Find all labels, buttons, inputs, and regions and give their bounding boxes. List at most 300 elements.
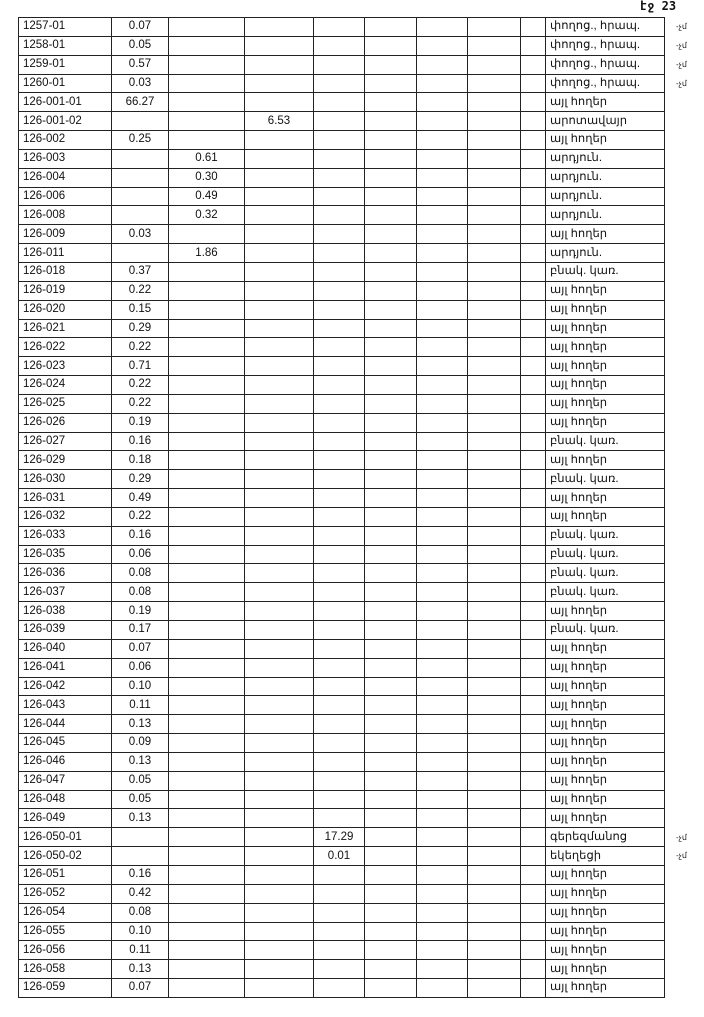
land-parcel-table — [18, 17, 665, 998]
area-cell — [417, 432, 468, 451]
area-cell — [417, 93, 468, 112]
land-type-cell: արդյուն. — [546, 244, 665, 263]
area-cell: 0.05 — [112, 790, 169, 809]
area-cell — [314, 149, 365, 168]
table-row — [19, 131, 665, 150]
empty-cell — [521, 545, 546, 564]
area-cell — [169, 300, 245, 319]
area-cell — [468, 470, 521, 489]
area-cell — [169, 677, 245, 696]
area-cell — [314, 771, 365, 790]
area-cell — [314, 93, 365, 112]
area-cell — [314, 639, 365, 658]
area-cell — [314, 960, 365, 979]
area-cell — [169, 338, 245, 357]
empty-cell — [521, 112, 546, 131]
area-cell — [365, 564, 417, 583]
area-cell — [365, 93, 417, 112]
area-cell — [468, 112, 521, 131]
area-cell — [468, 790, 521, 809]
empty-cell — [521, 18, 546, 37]
table-row — [19, 149, 665, 168]
area-cell — [417, 564, 468, 583]
area-cell — [169, 131, 245, 150]
table-row — [19, 941, 665, 960]
area-cell — [314, 922, 365, 941]
table-row — [19, 545, 665, 564]
area-cell — [169, 847, 245, 866]
area-cell — [245, 639, 314, 658]
area-cell — [365, 413, 417, 432]
area-cell — [365, 357, 417, 376]
area-cell — [365, 526, 417, 545]
area-cell — [417, 206, 468, 225]
empty-cell — [521, 338, 546, 357]
area-cell: 6.53 — [245, 112, 314, 131]
table-row — [19, 394, 665, 413]
area-cell — [314, 451, 365, 470]
table-row — [19, 432, 665, 451]
parcel-id-cell: 126-001-01 — [19, 93, 112, 112]
area-cell — [468, 865, 521, 884]
area-cell: 0.05 — [112, 36, 169, 55]
table-row — [19, 112, 665, 131]
land-type-cell: այլ հողեր — [546, 677, 665, 696]
area-cell — [169, 809, 245, 828]
table-row — [19, 771, 665, 790]
area-cell — [365, 55, 417, 74]
area-cell — [169, 752, 245, 771]
table-row — [19, 93, 665, 112]
empty-cell — [521, 809, 546, 828]
area-cell — [169, 36, 245, 55]
area-cell — [417, 639, 468, 658]
table-row — [19, 55, 665, 74]
area-cell — [468, 206, 521, 225]
parcel-id-cell: 126-044 — [19, 715, 112, 734]
area-cell — [314, 903, 365, 922]
table-row — [19, 809, 665, 828]
area-cell — [169, 941, 245, 960]
area-cell: 0.13 — [112, 715, 169, 734]
area-cell — [365, 979, 417, 998]
land-type-cell: այլ հողեր — [546, 93, 665, 112]
empty-cell — [521, 168, 546, 187]
area-cell — [245, 602, 314, 621]
parcel-id-cell: 126-022 — [19, 338, 112, 357]
area-cell — [365, 206, 417, 225]
area-cell — [245, 413, 314, 432]
area-cell — [245, 319, 314, 338]
area-cell: 0.10 — [112, 922, 169, 941]
area-cell — [245, 847, 314, 866]
parcel-id-cell: 126-052 — [19, 884, 112, 903]
land-type-cell: բնակ. կառ. — [546, 564, 665, 583]
area-cell — [365, 790, 417, 809]
area-cell — [417, 36, 468, 55]
area-cell — [314, 262, 365, 281]
area-cell — [468, 187, 521, 206]
area-cell — [245, 187, 314, 206]
area-cell — [314, 225, 365, 244]
area-cell: 0.22 — [112, 376, 169, 395]
area-cell — [365, 300, 417, 319]
area-cell — [314, 583, 365, 602]
empty-cell — [521, 93, 546, 112]
area-cell: 0.18 — [112, 451, 169, 470]
empty-cell — [521, 658, 546, 677]
area-cell — [365, 602, 417, 621]
table-row — [19, 507, 665, 526]
land-type-cell: այլ հողեր — [546, 131, 665, 150]
area-cell: 0.03 — [112, 225, 169, 244]
empty-cell — [521, 903, 546, 922]
area-cell — [169, 828, 245, 847]
area-cell — [365, 677, 417, 696]
table-row — [19, 922, 665, 941]
land-type-cell: այլ հողեր — [546, 338, 665, 357]
area-cell — [169, 376, 245, 395]
area-cell — [245, 734, 314, 753]
empty-cell — [521, 489, 546, 508]
area-cell — [365, 941, 417, 960]
parcel-id-cell: 126-026 — [19, 413, 112, 432]
area-cell — [169, 470, 245, 489]
area-cell — [314, 394, 365, 413]
area-cell — [245, 131, 314, 150]
empty-cell — [521, 922, 546, 941]
table-row — [19, 903, 665, 922]
area-cell: 0.71 — [112, 357, 169, 376]
area-cell — [468, 752, 521, 771]
area-cell — [314, 602, 365, 621]
area-cell: 0.13 — [112, 809, 169, 828]
land-type-cell: այլ հողեր — [546, 451, 665, 470]
area-cell — [169, 790, 245, 809]
table-row — [19, 828, 665, 847]
area-cell — [468, 847, 521, 866]
empty-cell — [521, 639, 546, 658]
area-cell — [245, 960, 314, 979]
parcel-id-cell: 126-043 — [19, 696, 112, 715]
land-type-cell: փողոց., հրապ. — [546, 55, 665, 74]
area-cell — [245, 696, 314, 715]
area-cell — [417, 244, 468, 263]
area-cell — [468, 903, 521, 922]
table-row — [19, 225, 665, 244]
area-cell — [417, 18, 468, 37]
parcel-id-cell: 126-050-01 — [19, 828, 112, 847]
empty-cell — [521, 677, 546, 696]
area-cell — [365, 847, 417, 866]
area-cell: 0.57 — [112, 55, 169, 74]
empty-cell — [521, 432, 546, 451]
parcel-id-cell: 126-056 — [19, 941, 112, 960]
area-cell: 0.05 — [112, 771, 169, 790]
land-type-cell: այլ հողեր — [546, 507, 665, 526]
empty-cell — [521, 752, 546, 771]
area-cell — [417, 225, 468, 244]
area-cell — [468, 677, 521, 696]
land-type-cell: այլ հողեր — [546, 413, 665, 432]
land-type-cell: այլ հողեր — [546, 809, 665, 828]
area-cell — [314, 526, 365, 545]
area-cell — [169, 884, 245, 903]
area-cell — [314, 168, 365, 187]
area-cell — [314, 187, 365, 206]
land-type-cell: բնակ. կառ. — [546, 621, 665, 640]
area-cell — [169, 583, 245, 602]
area-cell — [417, 319, 468, 338]
area-cell: 0.16 — [112, 432, 169, 451]
area-cell — [365, 451, 417, 470]
area-cell — [365, 489, 417, 508]
area-cell — [169, 696, 245, 715]
area-cell — [417, 470, 468, 489]
table-row — [19, 621, 665, 640]
area-cell — [417, 338, 468, 357]
land-type-cell: այլ հողեր — [546, 941, 665, 960]
area-cell: 0.22 — [112, 281, 169, 300]
area-cell — [245, 225, 314, 244]
table-row — [19, 319, 665, 338]
land-type-cell: գերեզմանոց — [546, 828, 665, 847]
table-row — [19, 18, 665, 37]
area-cell — [468, 564, 521, 583]
parcel-id-cell: 126-018 — [19, 262, 112, 281]
area-cell — [314, 621, 365, 640]
area-cell — [468, 244, 521, 263]
land-type-cell: այլ հողեր — [546, 884, 665, 903]
land-type-cell: այլ հողեր — [546, 922, 665, 941]
parcel-id-cell: 126-058 — [19, 960, 112, 979]
margin-note: -չմ — [676, 22, 687, 31]
area-cell — [169, 55, 245, 74]
area-cell: 0.32 — [169, 206, 245, 225]
area-cell — [417, 658, 468, 677]
area-cell: 0.09 — [112, 734, 169, 753]
area-cell — [245, 677, 314, 696]
land-type-cell: այլ հողեր — [546, 865, 665, 884]
table-row — [19, 187, 665, 206]
area-cell — [245, 790, 314, 809]
area-cell: 0.22 — [112, 338, 169, 357]
parcel-id-cell: 126-029 — [19, 451, 112, 470]
area-cell — [468, 960, 521, 979]
area-cell — [468, 131, 521, 150]
parcel-id-cell: 126-006 — [19, 187, 112, 206]
empty-cell — [521, 187, 546, 206]
area-cell — [169, 74, 245, 93]
area-cell: 0.07 — [112, 18, 169, 37]
table-row — [19, 564, 665, 583]
area-cell: 0.61 — [169, 149, 245, 168]
table-row — [19, 36, 665, 55]
empty-cell — [521, 74, 546, 93]
area-cell — [468, 828, 521, 847]
table-row — [19, 865, 665, 884]
area-cell — [468, 376, 521, 395]
table-row — [19, 413, 665, 432]
area-cell — [468, 36, 521, 55]
area-cell — [468, 168, 521, 187]
area-cell — [112, 828, 169, 847]
table-row — [19, 884, 665, 903]
area-cell — [417, 394, 468, 413]
area-cell — [112, 112, 169, 131]
area-cell — [365, 583, 417, 602]
area-cell — [365, 734, 417, 753]
empty-cell — [521, 36, 546, 55]
land-type-cell: այլ հողեր — [546, 734, 665, 753]
area-cell: 0.16 — [112, 526, 169, 545]
area-cell — [365, 131, 417, 150]
area-cell — [169, 771, 245, 790]
land-type-cell: արոտավայր — [546, 112, 665, 131]
area-cell — [169, 93, 245, 112]
area-cell — [365, 36, 417, 55]
table-row — [19, 715, 665, 734]
area-cell — [468, 771, 521, 790]
empty-cell — [521, 131, 546, 150]
area-cell — [417, 526, 468, 545]
area-cell — [314, 752, 365, 771]
area-cell — [417, 168, 468, 187]
area-cell — [417, 621, 468, 640]
empty-cell — [521, 564, 546, 583]
area-cell — [468, 734, 521, 753]
area-cell — [468, 526, 521, 545]
area-cell — [365, 168, 417, 187]
empty-cell — [521, 979, 546, 998]
area-cell — [314, 18, 365, 37]
area-cell — [365, 771, 417, 790]
area-cell — [245, 489, 314, 508]
area-cell — [245, 281, 314, 300]
area-cell — [468, 696, 521, 715]
area-cell — [365, 696, 417, 715]
area-cell — [468, 394, 521, 413]
area-cell: 0.22 — [112, 394, 169, 413]
area-cell: 0.07 — [112, 979, 169, 998]
area-cell — [365, 809, 417, 828]
area-cell — [245, 300, 314, 319]
area-cell — [468, 715, 521, 734]
area-cell: 0.49 — [169, 187, 245, 206]
parcel-id-cell: 126-038 — [19, 602, 112, 621]
land-type-cell: այլ հողեր — [546, 602, 665, 621]
parcel-id-cell: 126-009 — [19, 225, 112, 244]
area-cell — [245, 903, 314, 922]
area-cell — [245, 357, 314, 376]
area-cell — [417, 734, 468, 753]
area-cell — [314, 376, 365, 395]
area-cell — [169, 865, 245, 884]
empty-cell — [521, 960, 546, 979]
area-cell — [245, 715, 314, 734]
area-cell — [169, 112, 245, 131]
area-cell — [365, 432, 417, 451]
area-cell — [468, 149, 521, 168]
area-cell — [365, 545, 417, 564]
land-type-cell: այլ հողեր — [546, 394, 665, 413]
area-cell — [365, 715, 417, 734]
area-cell — [245, 621, 314, 640]
area-cell — [468, 432, 521, 451]
parcel-id-cell: 126-027 — [19, 432, 112, 451]
empty-cell — [521, 602, 546, 621]
area-cell — [314, 74, 365, 93]
area-cell — [417, 507, 468, 526]
area-cell — [112, 168, 169, 187]
parcel-id-cell: 126-042 — [19, 677, 112, 696]
area-cell — [169, 545, 245, 564]
area-cell — [245, 922, 314, 941]
area-cell — [314, 979, 365, 998]
table-row — [19, 74, 665, 93]
area-cell — [112, 187, 169, 206]
area-cell — [314, 715, 365, 734]
area-cell — [468, 489, 521, 508]
area-cell — [245, 828, 314, 847]
area-cell — [314, 112, 365, 131]
margin-note: -չմ — [676, 851, 687, 861]
land-type-cell: արդյուն. — [546, 187, 665, 206]
area-cell: 0.10 — [112, 677, 169, 696]
parcel-id-cell: 126-004 — [19, 168, 112, 187]
parcel-id-cell: 126-003 — [19, 149, 112, 168]
area-cell — [169, 319, 245, 338]
area-cell — [169, 432, 245, 451]
page-number: էջ 23 — [640, 0, 677, 13]
area-cell — [417, 55, 468, 74]
area-cell — [169, 602, 245, 621]
parcel-id-cell: 126-019 — [19, 281, 112, 300]
area-cell — [169, 394, 245, 413]
area-cell — [169, 281, 245, 300]
area-cell — [245, 149, 314, 168]
area-cell — [365, 903, 417, 922]
table-row — [19, 357, 665, 376]
area-cell — [468, 451, 521, 470]
table-row — [19, 206, 665, 225]
area-cell: 0.29 — [112, 470, 169, 489]
land-type-cell: փողոց., հրապ. — [546, 36, 665, 55]
area-cell — [365, 884, 417, 903]
parcel-id-cell: 126-021 — [19, 319, 112, 338]
area-cell — [314, 564, 365, 583]
area-cell — [314, 36, 365, 55]
land-type-cell: այլ հողեր — [546, 376, 665, 395]
land-type-cell: բնակ. կառ. — [546, 432, 665, 451]
area-cell — [169, 262, 245, 281]
area-cell: 0.06 — [112, 658, 169, 677]
land-type-cell: այլ հողեր — [546, 960, 665, 979]
empty-cell — [521, 847, 546, 866]
area-cell — [365, 74, 417, 93]
table-row — [19, 960, 665, 979]
parcel-id-cell: 126-048 — [19, 790, 112, 809]
empty-cell — [521, 884, 546, 903]
parcel-id-cell: 126-036 — [19, 564, 112, 583]
area-cell — [468, 74, 521, 93]
parcel-id-cell: 1258-01 — [19, 36, 112, 55]
area-cell — [365, 262, 417, 281]
area-cell — [314, 55, 365, 74]
area-cell — [314, 507, 365, 526]
area-cell — [417, 583, 468, 602]
area-cell — [169, 564, 245, 583]
